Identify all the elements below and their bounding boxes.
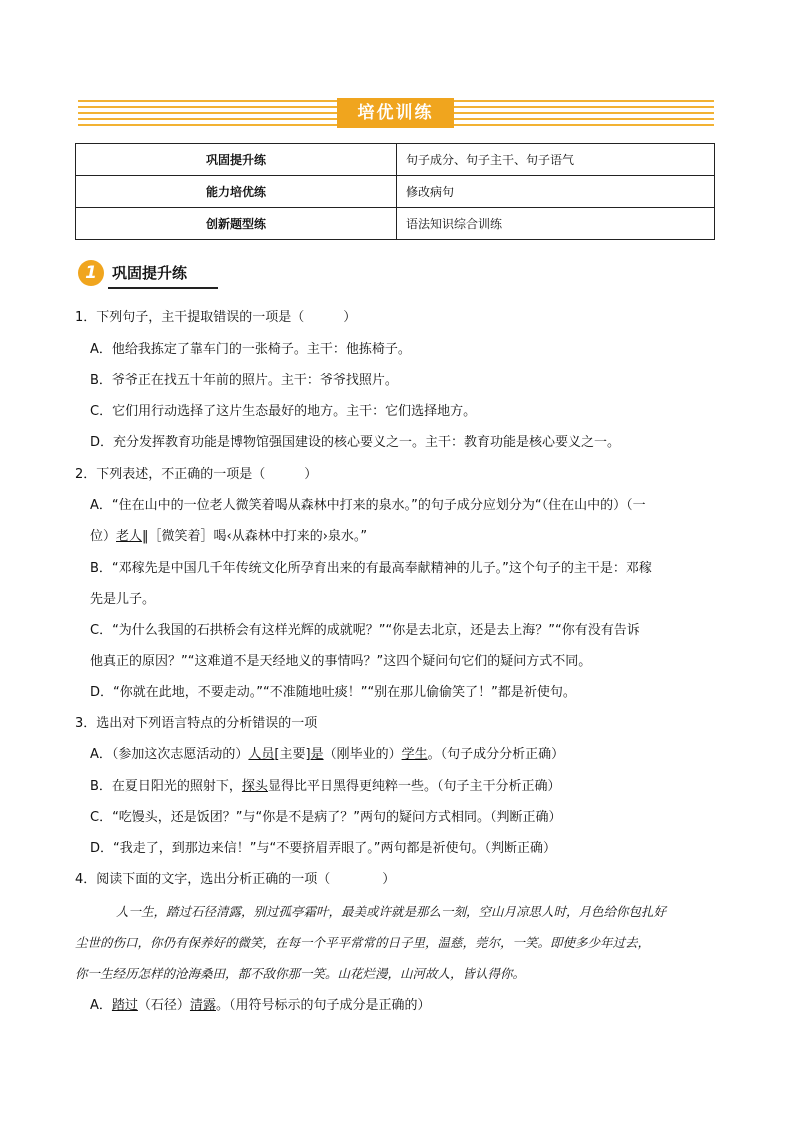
question-3-option-c: C．“吃馒头，还是饭团？”与“你是不是病了？”两句的疑问方式相同。（判断正确）	[90, 810, 562, 825]
question-3-stem: 3．选出对下列语言特点的分析错误的一项	[75, 716, 318, 731]
text-span: B．在夏日阳光的照射下，	[90, 779, 242, 794]
question-4-option-a	[90, 996, 720, 1016]
question-3-option-d: D．“我走了，到那边来信！”与“不要挤眉弄眼了。”两句都是祈使句。（判断正确）	[90, 841, 556, 856]
underlined-subject: 老人	[116, 529, 143, 544]
question-1-option-d: D．充分发挥教育功能是博物馆强国建设的核心要义之一。主干：教育功能是核心要义之一。	[90, 435, 621, 450]
underlined-subject: 人员	[248, 747, 275, 762]
passage-line-1: 人一生，踏过石径清露，别过孤亭霜叶，最美或许就是那么一刻，空山月凉思人时，月色给你包扎好	[116, 904, 667, 919]
question-2-option-a-line1: A．“住在山中的一位老人微笑着喝从森林中打来的泉水。”的句子成分应划分为“（住在山中的）（一	[90, 498, 646, 513]
section-title: 巩固提升练	[112, 264, 188, 282]
question-1-option-b: B．爷爷正在找五十年前的照片。主干：爷爷找照片。	[90, 373, 398, 388]
question-2-option-b-line2: 先是儿子。	[90, 592, 156, 607]
underlined-object: 清露	[189, 998, 216, 1013]
question-2-option-d: D．“你就在此地，不要走动。”“不准随地吐痰！”“别在那儿偷偷笑了！”都是祈使句。	[90, 685, 576, 700]
question-3-option-b	[90, 777, 720, 797]
table-row	[76, 208, 715, 240]
underlined-verb: 踏过	[111, 998, 138, 1013]
question-2-option-a-line2	[90, 527, 740, 547]
text-span: （刚毕业的）	[323, 747, 402, 762]
text-span: 。（用符号标示的句子成分是正确的）	[215, 998, 431, 1013]
question-1-option-c: C．它们用行动选择了这片生态最好的地方。主干：它们选择地方。	[90, 404, 477, 419]
question-1-stem: 1．下列句子，主干提取错误的一项是（ ）	[75, 310, 357, 325]
underlined-verb: 是	[310, 747, 324, 762]
section-heading	[78, 258, 218, 290]
training-plan-table	[75, 143, 715, 240]
table-cell-content: 修改病句	[397, 176, 715, 208]
text-span: [主要]	[274, 747, 311, 762]
section-underline	[108, 287, 218, 289]
table-cell-name: 巩固提升练	[76, 144, 397, 176]
table-row	[76, 144, 715, 176]
underlined-subject: 探头	[241, 779, 268, 794]
table-cell-name: 创新题型练	[76, 208, 397, 240]
question-4-stem: 4．阅读下面的文字，选出分析正确的一项（ ）	[75, 872, 396, 887]
table-cell-name: 能力培优练	[76, 176, 397, 208]
text-span: 位）	[90, 529, 117, 544]
text-span: A．	[90, 998, 112, 1013]
table-cell-content: 句子成分、句子主干、句子语气	[397, 144, 715, 176]
question-2-option-c-line1: C．“为什么我国的石拱桥会有这样光辉的成就呢？”“你是去北京，还是去上海？”“你有没有告诉	[90, 623, 640, 638]
text-span: （石径）	[137, 998, 190, 1013]
passage-line-3: 你一生经历怎样的沧海桑田，都不敌你那一笑。山花烂漫，山河故人，皆认得你。	[75, 966, 526, 981]
text-span: A．（参加这次志愿活动的）	[90, 747, 249, 762]
text-span: 。（句子成分分析正确）	[427, 747, 565, 762]
question-2-option-b-line1: B．“邓稼先是中国几千年传统文化所孕育出来的有最高奉献精神的儿子。”这个句子的主干是：邓稼	[90, 561, 652, 576]
text-span: 显得比平日黑得更纯粹一些。（句子主干分析正确）	[267, 779, 561, 794]
table-row	[76, 176, 715, 208]
banner-title: 培优训练	[337, 98, 454, 128]
table-cell-content: 语法知识综合训练	[397, 208, 715, 240]
question-2-stem: 2．下列表述，不正确的一项是（ ）	[75, 467, 318, 482]
underlined-object: 学生	[401, 747, 428, 762]
question-1-option-a: A．他给我拣定了靠车门的一张椅子。主干：他拣椅子。	[90, 342, 411, 357]
question-3-option-a	[90, 745, 720, 765]
passage-line-2: 尘世的伤口，你仍有保养好的微笑，在每一个平平常常的日子里，温慈，莞尔，一笑。即使多少年过去，	[75, 935, 651, 950]
question-2-option-c-line2: 他真正的原因？”“这难道不是天经地义的事情吗？”这四个疑问句它们的疑问方式不同。	[90, 654, 592, 669]
section-number-badge: 1	[78, 260, 104, 286]
text-span: ‖［微笑着］喝‹从森林中打来的›泉水。”	[142, 529, 368, 544]
